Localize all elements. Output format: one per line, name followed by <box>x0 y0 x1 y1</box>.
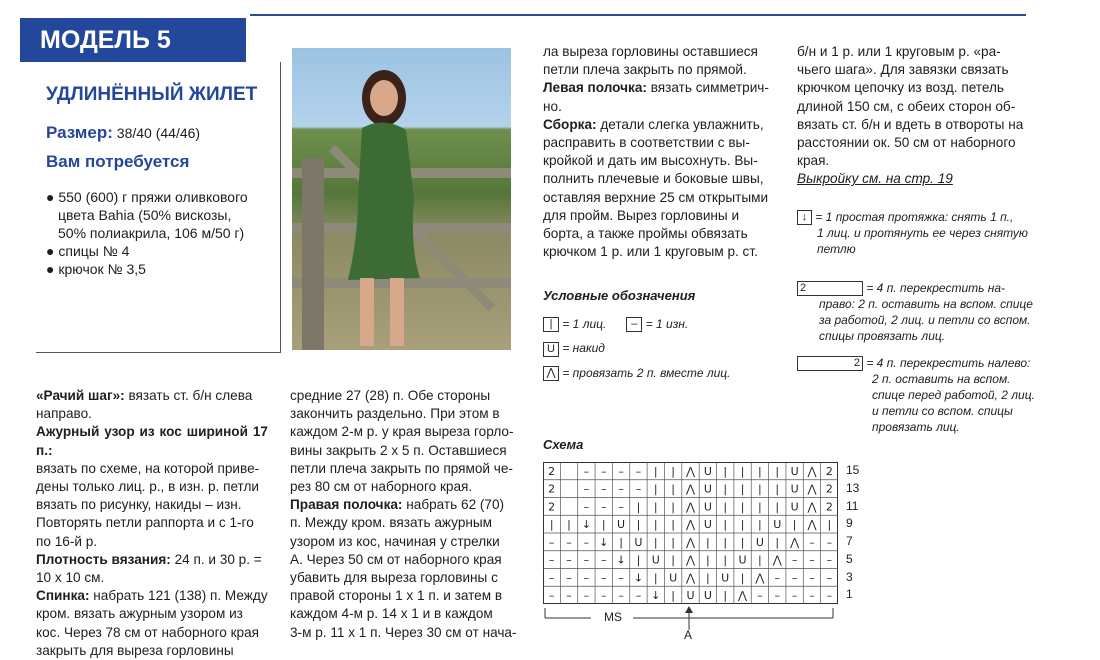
chart-cell-symbol: – <box>826 535 833 549</box>
chart-cell-symbol: | <box>740 571 745 585</box>
chart-cell-symbol: – <box>809 571 815 585</box>
chart-cell-symbol: – <box>583 464 590 478</box>
chart-cell-symbol: – <box>774 589 781 603</box>
text-line: «Рачий шаг»: вязать ст. б/н слева <box>36 388 253 403</box>
photo-illustration <box>292 48 511 350</box>
chart-cell-symbol: | <box>723 553 728 567</box>
size-value: 38/40 (44/46) <box>116 125 201 141</box>
chart-cell-symbol: – <box>600 500 607 514</box>
chart-cell-symbol: U <box>721 571 730 585</box>
chart-footer <box>543 606 843 646</box>
text-line: расправить в соответствии с вы- <box>543 135 750 151</box>
knit-two-together-icon: ⋀ <box>543 366 559 381</box>
chart-cell-symbol: – <box>600 589 607 603</box>
text-line: Сборка: детали слегка увлажнить, <box>543 116 764 132</box>
chart-cell-symbol: | <box>723 500 728 514</box>
legend-row: и петли со вспом. спицы <box>872 404 1013 419</box>
chart-cell-symbol: – <box>583 482 590 496</box>
text-line: направо. <box>36 406 92 422</box>
chart-cell-symbol: U <box>617 518 626 532</box>
chart-cell-symbol: – <box>826 589 833 603</box>
text-line: вязать по схеме, на которой приве- <box>36 460 260 476</box>
text-column-2 <box>290 387 522 642</box>
chart-cell-symbol: ↓ <box>616 553 626 567</box>
text-line: Ажурный узор из кос шириной 17 п.: <box>36 424 268 458</box>
chart-cell-symbol: | <box>723 482 728 496</box>
chart-cell-symbol: – <box>566 553 572 567</box>
chart-cell-symbol: – <box>791 553 798 567</box>
material-item: ● крючок № 3,5 <box>46 261 146 277</box>
chart-cell-symbol: | <box>775 464 780 478</box>
chart-cell-symbol: | <box>758 518 762 532</box>
text-line: петли плеча закрыть по прямой. <box>543 62 747 78</box>
chart-cell-symbol: ⋀ <box>685 464 696 478</box>
row-number: 5 <box>846 551 853 566</box>
chart-cell-symbol: – <box>583 535 590 549</box>
chart-cell-symbol: 2 <box>548 464 556 478</box>
chart-cell-symbol: | <box>775 535 780 549</box>
chart-cell-symbol: | <box>636 553 641 567</box>
chart-cell-symbol: | <box>705 535 710 549</box>
chart-cell-symbol: – <box>635 464 642 478</box>
chart-cell-symbol: ⋀ <box>807 482 817 496</box>
chart-cell-symbol: | <box>671 482 676 496</box>
text-line: А. Через 50 см от наборного края <box>290 551 502 567</box>
chart-cell-symbol: | <box>636 500 641 514</box>
text-line: для пройм. Вырез горловины и <box>543 207 740 223</box>
legend-row: ⋀ = провязать 2 п. вместе лиц. <box>543 365 783 381</box>
chart-cell-symbol: – <box>566 589 572 603</box>
row-number: 1 <box>846 587 853 602</box>
scheme-title: Схема <box>543 437 584 452</box>
text-line: ла выреза горловины оставшиеся <box>543 44 758 59</box>
chart-cell-symbol: – <box>809 553 815 567</box>
chart-cell-symbol: | <box>653 518 658 532</box>
chart-cell-symbol: 2 <box>548 482 556 496</box>
chart-cell-symbol: | <box>740 535 745 549</box>
chart-cell-symbol: | <box>705 571 710 585</box>
chart-cell-symbol: U <box>790 500 799 514</box>
chart-cell-symbol: – <box>774 571 781 585</box>
chart-cell-symbol: | <box>758 464 762 478</box>
material-item: ● спицы № 4 <box>46 243 130 259</box>
material-item: 50% полиакрила, 106 м/50 г) <box>58 225 245 241</box>
legend-slip <box>797 209 1037 257</box>
chart-cell-symbol: U <box>703 500 712 514</box>
chart-cell-symbol: ⋀ <box>738 589 748 603</box>
size-label: Размер: <box>46 123 113 142</box>
text-line: вязать ст. б/н и вдеть в отвороты на <box>797 116 1024 132</box>
chart-cell-symbol: | <box>827 518 832 532</box>
row-number: 15 <box>846 463 860 477</box>
chart-cell-symbol: | <box>653 535 658 549</box>
chart-cell-symbol: – <box>600 482 607 496</box>
chart-cell-symbol: 2 <box>825 464 833 478</box>
text-column-4 <box>797 43 1025 189</box>
model-photo <box>292 48 511 350</box>
yarn-over-icon: U <box>543 342 559 357</box>
text-line: но. <box>543 98 562 114</box>
chart-cell-symbol: ⋀ <box>685 500 696 514</box>
text-line: кос. Через 78 см от наборного края <box>36 624 260 640</box>
row-numbers <box>846 462 859 604</box>
text-line: каждом 2-м р. у края выреза горло- <box>290 424 514 440</box>
chart-cell-symbol: ↓ <box>651 589 661 603</box>
knit-icon: | <box>543 317 559 332</box>
text-line: узором из кос, начиная у стрелки <box>290 533 500 549</box>
chart-cell-symbol: U <box>669 571 678 585</box>
text-line: закончить раздельно. При этом в <box>290 406 500 422</box>
top-rule <box>250 14 1026 16</box>
chart-cell-symbol: ⋀ <box>685 482 696 496</box>
chart-cell-symbol: | <box>775 500 780 514</box>
chart-cell-symbol: ⋀ <box>685 571 696 585</box>
chart-cell-symbol: | <box>671 500 676 514</box>
repeat-label: MS <box>604 610 622 624</box>
chart-cell-symbol: U <box>790 464 799 478</box>
knitting-chart-grid <box>543 462 838 604</box>
chart-cell-symbol: | <box>740 518 745 532</box>
legend-row: | = 1 лиц. – = 1 изн. <box>543 316 783 332</box>
chart-cell-symbol: | <box>601 518 606 532</box>
chart-cell-symbol: | <box>775 482 780 496</box>
chart-cell-symbol: – <box>583 589 590 603</box>
chart-cell-symbol: ⋀ <box>685 535 696 549</box>
arrow-label: A <box>684 628 693 642</box>
text-line: вины закрыть 2 х 5 п. Оставшиеся <box>290 442 507 458</box>
legend-row: петлю <box>817 242 856 257</box>
row-number: 11 <box>846 498 859 513</box>
chart-cell-symbol: 2 <box>548 500 556 514</box>
chart-cell-symbol: | <box>723 518 728 532</box>
chart-cell-symbol: – <box>618 482 624 496</box>
chart-cell-symbol: ⋀ <box>790 535 800 549</box>
legend-row: 2 п. оставить на вспом. <box>872 372 1011 387</box>
text-line: вязать по рисунку, накиды – изн. <box>36 497 242 513</box>
chart-cell-symbol: ⋀ <box>807 518 817 532</box>
chart-cell-symbol: – <box>618 500 624 514</box>
chart-cell-symbol: U <box>703 482 712 496</box>
chart-cell-symbol: – <box>826 553 833 567</box>
chart-cell-symbol: – <box>757 589 763 603</box>
legend-list <box>543 316 783 381</box>
chart-cell-symbol: | <box>619 535 623 549</box>
text-line: п. Между кром. вязать ажурным <box>290 515 493 531</box>
chart-cell-symbol: | <box>671 535 676 549</box>
chart-cell-symbol: | <box>671 464 676 478</box>
chart-cell-symbol: U <box>703 518 712 532</box>
chart-cell-symbol: | <box>671 589 676 603</box>
chart-cell-symbol: – <box>791 589 798 603</box>
chart-cell-symbol: 2 <box>825 482 833 496</box>
text-line: средние 27 (28) п. Обе стороны <box>290 388 491 403</box>
legend-row: спице перед работой, 2 лиц. <box>872 388 1035 403</box>
chart-cell-symbol: | <box>636 518 641 532</box>
chart-cell-symbol: | <box>758 500 762 514</box>
row-number: 13 <box>846 480 860 495</box>
legend-row: 2 = 4 п. перекрестить налево: <box>797 355 1042 371</box>
materials-list <box>46 188 276 278</box>
text-line: кром. вязать ажурным узором из <box>36 606 243 622</box>
text-line: по 16-й р. <box>36 533 98 549</box>
text-line: кройкой и дать им высохнуть. Вы- <box>543 153 758 169</box>
model-badge: МОДЕЛЬ 5 <box>20 18 246 62</box>
need-label: Вам потребуется <box>46 152 190 171</box>
legend-row: провязать лиц. <box>872 420 960 435</box>
chart-cell-symbol: | <box>792 518 797 532</box>
chart-cell-symbol: ⋀ <box>772 553 782 567</box>
slip-stitch-icon: ↓ <box>797 210 812 225</box>
chart-cell-symbol: | <box>653 571 658 585</box>
chart-cell-symbol: | <box>740 500 745 514</box>
text-line: чьего шага». Для завязки связать <box>797 62 1009 78</box>
text-column-3 <box>543 43 773 261</box>
chart-cell-symbol: | <box>758 553 762 567</box>
chart-cell-symbol: – <box>600 464 607 478</box>
chart-cell-symbol: – <box>826 571 833 585</box>
chart-cell-symbol: – <box>583 500 590 514</box>
legend-row: ↓ = 1 простая протяжка: снять 1 п., <box>797 209 1037 225</box>
chart-cell-symbol: – <box>618 571 624 585</box>
chart-cell-symbol: ↓ <box>633 571 644 585</box>
chart-cell-symbol: | <box>740 482 745 496</box>
text-line: борта, а также проймы обвязать <box>543 226 748 242</box>
text-line: крючком 1 р. или 1 круговым р. ст. <box>543 244 758 260</box>
chart-cell-symbol: – <box>548 589 555 603</box>
text-line: правой стороны 1 х 1 п. и затем в <box>290 588 503 604</box>
chart-cell-symbol: ⋀ <box>685 518 696 532</box>
chart-cell-symbol: – <box>635 589 642 603</box>
legend-title: Условные обозначения <box>543 288 696 303</box>
pattern-reference: Выкройку см. на стр. 19 <box>797 171 953 187</box>
text-line: крючком цепочку из возд. петель <box>797 80 1005 96</box>
chart-cell-symbol: U <box>686 589 695 603</box>
chart-cell-symbol: U <box>755 535 764 549</box>
chart-cell-symbol: – <box>600 571 607 585</box>
size-line <box>46 124 200 142</box>
text-line: длиной 150 см, с обеих сторон об- <box>797 98 1016 114</box>
chart-cell-symbol: | <box>723 535 728 549</box>
chart-cell-symbol: | <box>653 464 658 478</box>
material-item: ● 550 (600) г пряжи оливкового <box>46 189 248 205</box>
text-line: дены только лиц. р., в изн. р. петли <box>36 479 260 495</box>
chart-cell-symbol: | <box>705 553 710 567</box>
chart-cell-symbol: – <box>548 553 555 567</box>
chart-cell-symbol: | <box>723 589 728 603</box>
chart-cell-symbol: U <box>634 535 643 549</box>
text-line: б/н и 1 р. или 1 круговым р. «ра- <box>797 44 1001 59</box>
text-line: 3-м р. 11 х 1 п. Через 30 см от нача- <box>290 624 517 640</box>
legend-row: за работой, 2 лиц. и петли со вспом. <box>819 313 1031 328</box>
legend-row: U = накид <box>543 340 783 356</box>
chart-cell-symbol: U <box>790 482 799 496</box>
legend-row: право: 2 п. оставить на вспом. спице <box>819 297 1033 312</box>
material-item: цвета Bahia (50% вискозы, <box>58 207 232 223</box>
text-column-1 <box>36 387 268 660</box>
text-line: полнить плечевые и боковые швы, <box>543 171 764 187</box>
chart-cell-symbol: – <box>600 553 607 567</box>
chart-cell-symbol: ⋀ <box>807 500 817 514</box>
purl-icon: – <box>626 317 642 332</box>
row-number: 9 <box>846 516 853 531</box>
cross-left-icon: 2 <box>797 356 863 371</box>
chart-cell-symbol: ⋀ <box>755 571 765 585</box>
chart-cell-symbol: – <box>548 571 555 585</box>
chart-cell-symbol: | <box>671 553 676 567</box>
text-line: закрыть для выреза горловины <box>36 642 234 658</box>
text-line: Правая полочка: набрать 62 (70) <box>290 497 505 513</box>
repeat-bracket-icon <box>543 606 843 646</box>
legend-row: 2 = 4 п. перекрестить на- <box>797 280 1042 296</box>
cross-right-icon: 2 <box>797 281 863 296</box>
chart-cell-symbol: ↓ <box>599 535 609 549</box>
chart-cell-symbol: | <box>671 518 676 532</box>
chart-cell-symbol: ⋀ <box>685 553 696 567</box>
chart-cell-symbol: – <box>809 535 815 549</box>
chart-cell-symbol: – <box>791 571 798 585</box>
chart-cell-symbol: U <box>738 553 747 567</box>
text-line: Повторять петли раппорта и с 1-го <box>36 515 254 531</box>
chart-cell-symbol: – <box>583 553 590 567</box>
knitting-chart <box>543 462 838 604</box>
text-line: Спинка: набрать 121 (138) п. Между <box>36 588 268 604</box>
chart-cell-symbol: | <box>549 518 554 532</box>
title: УДЛИНЁННЫЙ ЖИЛЕТ <box>46 84 258 105</box>
text-line: убавить для выреза горловины с <box>290 570 498 586</box>
text-line: расстоянии ок. 50 см от наборного <box>797 135 1016 151</box>
text-line: рез 80 см от наборного края. <box>290 479 473 495</box>
chart-cell-symbol: | <box>723 464 728 478</box>
legend-row: спицы провязать лиц. <box>819 329 946 344</box>
chart-cell-symbol: U <box>773 518 782 532</box>
text-line: петли плеча закрыть по прямой че- <box>290 460 513 476</box>
chart-cell-symbol: | <box>740 464 745 478</box>
row-number: 7 <box>846 534 853 548</box>
chart-cell-symbol: – <box>548 535 555 549</box>
legend-row: 1 лиц. и протянуть ее через снятую <box>817 226 1028 241</box>
text-line: Левая полочка: вязать симметрич- <box>543 80 769 96</box>
chart-cell-symbol: – <box>583 571 590 585</box>
text-line: Плотность вязания: 24 п. и 30 р. = <box>36 551 262 567</box>
chart-cell-symbol: – <box>618 464 624 478</box>
legend-cross-left <box>797 355 1042 435</box>
legend-cross-right <box>797 280 1042 344</box>
chart-cell-symbol: ⋀ <box>807 464 817 478</box>
chart-cell-symbol: – <box>566 571 572 585</box>
chart-cell-symbol: | <box>758 482 762 496</box>
chart-cell-symbol: – <box>635 482 642 496</box>
chart-cell-symbol: – <box>566 535 572 549</box>
chart-cell-symbol: | <box>653 500 658 514</box>
chart-cell-symbol: | <box>567 518 571 532</box>
text-line: 10 х 10 см. <box>36 570 105 586</box>
row-number: 3 <box>846 569 853 584</box>
chart-cell-symbol: – <box>809 589 815 603</box>
chart-cell-symbol: | <box>653 482 658 496</box>
chart-cell-symbol: ↓ <box>581 518 591 532</box>
text-line: каждом 4-м р. 14 х 1 и в каждом <box>290 606 493 622</box>
chart-cell-symbol: 2 <box>825 500 833 514</box>
chart-cell-symbol: – <box>618 589 624 603</box>
chart-cell-symbol: U <box>703 589 712 603</box>
chart-cell-symbol: U <box>651 553 660 567</box>
text-line: оставляя верхние 25 см открытыми <box>543 189 769 205</box>
chart-cell-symbol: U <box>703 464 712 478</box>
text-line: края. <box>797 153 830 169</box>
